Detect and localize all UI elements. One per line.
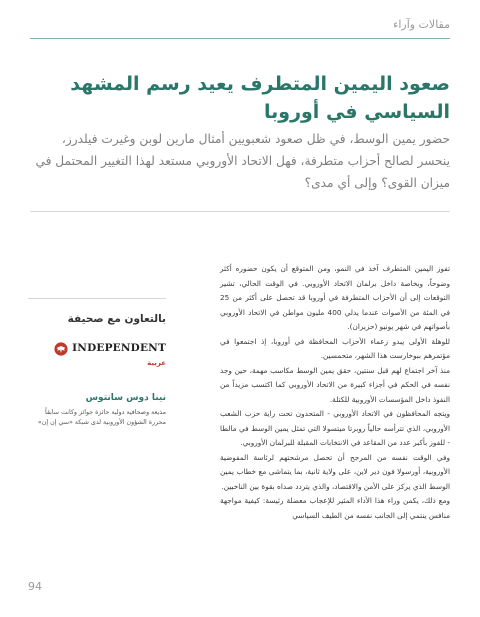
logo-wordmark: INDEPENDENT <box>72 342 166 354</box>
body-paragraph: تفوز اليمين المتطرف آخذ في النمو، ومن المتوقع أن يكون حضوره أكثر وضوحاً، وبخاصة داخل برلمان الاتحاد الأوروبي. في الوقت الحالي، تشير التوقعات إلى أن الأحزاب المتطرفة في أوروبا قد تحصل على أكثر من 25 في المئة من الأصوات عندما يدلي 400 مليون مواطن في الاتحاد الأوروبي بأصواتهم في شهر يونيو (حزيران). <box>220 264 450 331</box>
page-number: 94 <box>28 580 42 593</box>
sidebar <box>28 298 166 428</box>
body-paragraph: ومع ذلك، يكمن وراء هذا الأداء المثير للإعجاب معضلة رئيسة: كيفية مواجهة منافس ينتمي إلى الجانب نفسه من الطيف السياسي <box>220 496 450 520</box>
sidebar-rule <box>28 298 166 299</box>
article-body <box>220 262 450 523</box>
logo-subtitle: عربية <box>147 359 166 367</box>
body-paragraph: وفي الوقت نفسه من المرجح أن تحصل مرشحتهم لرئاسة المفوضية الأوروبية، أورسولا فون دير لاين، على ولاية ثانية، بما يتماشى مع خطاب يمين الوسط الذي يركز على الأمن والاقتصاد، والذي يتردد صداه بقوة بين الناخبين. <box>220 452 450 491</box>
section-rule <box>30 38 450 39</box>
collab-title: بالتعاون مع صحيفة <box>67 313 166 325</box>
body-paragraph: ويتجه المحافظون في الاتحاد الأوروبي - المتحدون تحت راية حزب الشعب الأوروبي، الذي تترأسه حالياً روبرتا ميتسولا التي تمثل يمين الوسط في مالطا - للفوز بأكبر عدد من المقاعد في الانتخابات المقبلة للبرلمان الأوروبي. <box>220 409 450 447</box>
body-paragraph: منذ آخر اجتماع لهم قبل سنتين، حقق يمين الوسط مكاسب مهمة، حين وجد نفسه في الحكم في أجزاء كبيرة من الاتحاد الأوروبي كما اكتسب مزيداً من النفوذ داخل المؤسسات الأوروبية للكتلة. <box>220 365 450 404</box>
author-bio: مذيعة وصحافية دولية حائزة جوائز وكانت سابقاً محررة الشؤون الأوروبية لدى شبكة «سي إن إن» <box>37 409 166 426</box>
independent-eagle-icon <box>54 341 68 355</box>
body-paragraph: للوهلة الأولى يبدو زعماء الأحزاب المحافظة في أوروبا، إذ اجتمعوا في مؤتمرهم ببوخارست هذا الشهر، متحمسين. <box>220 336 450 360</box>
divider <box>30 211 450 212</box>
author-name: نينا دوس سانتوس <box>85 393 166 403</box>
article-subtitle: حضور يمين الوسط، في ظل صعود شعبويين أمثال مارين لوبن وغيرت فيلدرز، ينحسر لصالح أحزاب متطرفة، فهل الاتحاد الأوروبي مستعد لهذا التغيير المحتمل في ميزان القوى؟ وإلى أي مدى؟ <box>35 132 450 190</box>
independent-logo <box>28 341 166 355</box>
article-title: صعود اليمين المتطرف يعيد رسم المشهد السياسي في أوروبا <box>70 73 450 123</box>
section-label: مقالات وآراء <box>393 18 450 31</box>
